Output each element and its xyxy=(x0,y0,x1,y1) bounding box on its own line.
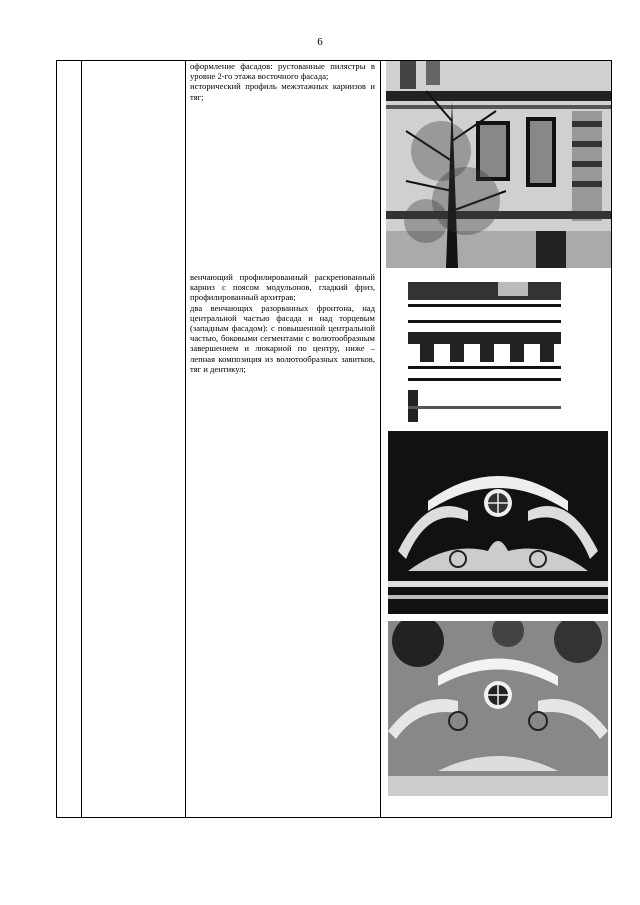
west-pediment-photo xyxy=(388,621,608,796)
description-paragraph: оформление фасадов: рустованные пилястры в уровне 2-го этажа восточного фасада; xyxy=(190,61,375,82)
column-divider-3 xyxy=(380,60,381,818)
column-divider-1 xyxy=(81,60,82,818)
description-paragraph: исторический профиль межэтажных карнизов и тяг; xyxy=(190,81,375,102)
column-divider-2 xyxy=(185,60,186,818)
cornice-photo xyxy=(408,282,561,422)
description-paragraph: два венчающих разорванных фронтона, над центральной частью фасада и над торцевым (западным фасадом): с повышенной центральной частью, боковыми сегментами с волютообразным завершением и люкарной по центру, ниже – лепная композиция из волютообразных завитков, тяг и дентикул; xyxy=(190,302,375,374)
description-cornice xyxy=(190,272,375,374)
table-bottom-border xyxy=(56,817,612,818)
description-paragraph: венчающий профилированный раскрепованный карниз с поясом модульонов, гладкий фриз, профилированный архитрав; xyxy=(190,272,375,303)
page-number: 6 xyxy=(317,36,323,48)
table-right-border xyxy=(611,60,612,818)
pediment-photo xyxy=(388,431,608,614)
description-facade xyxy=(190,61,375,102)
table-left-border xyxy=(56,60,57,818)
facade-photo xyxy=(386,61,611,268)
